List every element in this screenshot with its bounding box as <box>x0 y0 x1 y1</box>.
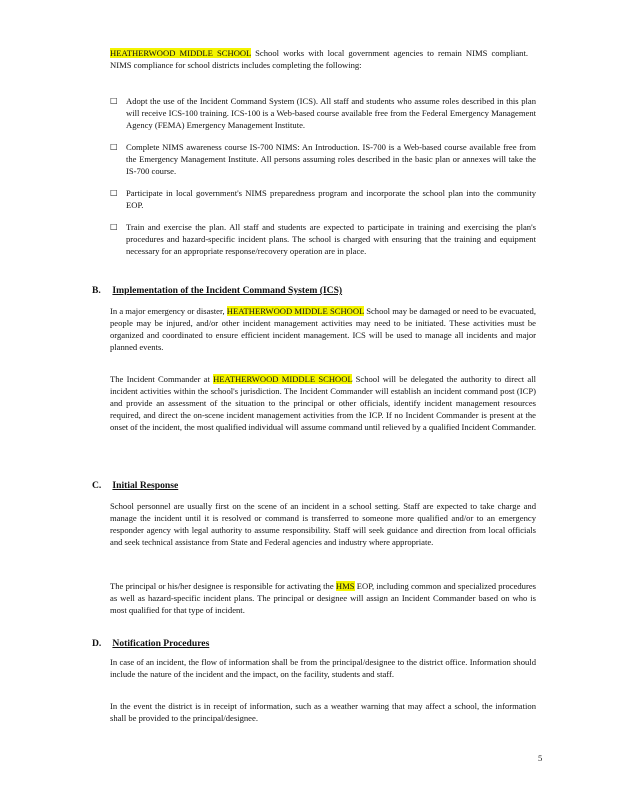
section-c-paragraph-2: The principal or his/her designee is responsible for activating the HMS EOP, including common and specialized procedures as well as hazard-specific incident plans. The principal or designee will assign an Incident Commander based on who is most qualified for that type of incident. <box>110 581 537 615</box>
school-name-highlight: HEATHERWOOD MIDDLE SCHOOL <box>226 306 365 316</box>
section-b-heading <box>92 285 342 297</box>
school-name-highlight: HEATHERWOOD MIDDLE SCHOOL <box>213 374 353 384</box>
section-letter: B. <box>92 285 101 296</box>
list-item <box>110 187 536 211</box>
intro-paragraph <box>110 47 528 71</box>
section-title: Implementation of the Incident Command System (ICS) <box>112 285 343 296</box>
section-title: Initial Response <box>112 480 179 491</box>
list-item <box>110 221 536 257</box>
section-d-heading <box>92 638 209 650</box>
checkbox-bullet-icon: □ <box>110 96 118 105</box>
hms-highlight: HMS <box>335 581 355 591</box>
section-c-heading <box>92 480 178 492</box>
school-name-highlight: HEATHERWOOD MIDDLE SCHOOL <box>110 48 252 58</box>
nims-requirements-list <box>110 95 536 267</box>
section-d-paragraph-1: In case of an incident, the flow of information shall be from the principal/designee to the district office. Information should include the nature of the incident and the impact, on the facility, students and staff. <box>110 657 536 679</box>
section-letter: D. <box>92 638 102 649</box>
list-item <box>110 141 536 177</box>
list-item <box>110 95 536 131</box>
intro-text: School works with local government agencies to remain NIMS compliant. NIMS compliance for school districts includes completing the following: <box>110 48 528 70</box>
section-letter: C. <box>92 480 102 491</box>
section-d-paragraph-2: In the event the district is in receipt of information, such as a weather warning that may affect a school, the information shall be provided to the principal/designee. <box>110 701 536 723</box>
section-c-paragraph-1: School personnel are usually first on the scene of an incident in a school setting. Staff are expected to take charge and manage the incident until it is resolved or command is transferred to someone more qualified and/or to an emergency responder agency with legal authority to assume responsibility. Staff will seek guidance and direction from local officials and seek technical assistance from State and Federal agencies and industry where appropriate. <box>110 501 536 547</box>
section-b-paragraph-1: In a major emergency or disaster, HEATHERWOOD MIDDLE SCHOOL School may be damaged or need to be evacuated, people may be injured, and/or other incident management activities may need to be initiated. These activities must be organized and coordinated to ensure efficient incident management. ICS will be used to manage all incidents and major planned events. <box>110 306 537 352</box>
list-item-text: Complete NIMS awareness course IS-700 NIMS: An Introduction. IS-700 is a Web-based course available free from the Emergency Management Institute. All persons assuming roles described in the basic plan or annexes will take the IS-700 course. <box>126 142 536 176</box>
section-title: Notification Procedures <box>112 638 210 649</box>
checkbox-bullet-icon: □ <box>110 188 118 197</box>
checkbox-bullet-icon: □ <box>110 142 118 151</box>
list-item-text: Train and exercise the plan. All staff and students are expected to participate in training and exercising the plan's procedures and hazard-specific incident plans. The school is charged with ensuring that the training and equipment necessary for an appropriate response/recovery operation are in place. <box>126 222 536 256</box>
section-b-paragraph-2: The Incident Commander at HEATHERWOOD MIDDLE SCHOOL School will be delegated the authority to direct all incident activities within the school's jurisdiction. The Incident Commander will establish an incident command post (ICP) and provide an assessment of the situation to the principal or other officials, identify incident management resources required, and direct the on-scene incident management activities from the ICP. If no Incident Commander is present at the onset of the incident, the most qualified individual will assume command until relieved by a qualified Incident Commander. <box>110 374 537 432</box>
page-number: 5 <box>538 753 543 763</box>
checkbox-bullet-icon: □ <box>110 222 118 231</box>
list-item-text: Participate in local government's NIMS preparedness program and incorporate the school plan into the community EOP. <box>126 188 536 210</box>
list-item-text: Adopt the use of the Incident Command System (ICS). All staff and students who assume roles described in this plan will receive ICS-100 training. ICS-100 is a Web-based course available free from the Federal Emergency Management Agency (FEMA) Emergency Management Institute. <box>126 96 536 130</box>
